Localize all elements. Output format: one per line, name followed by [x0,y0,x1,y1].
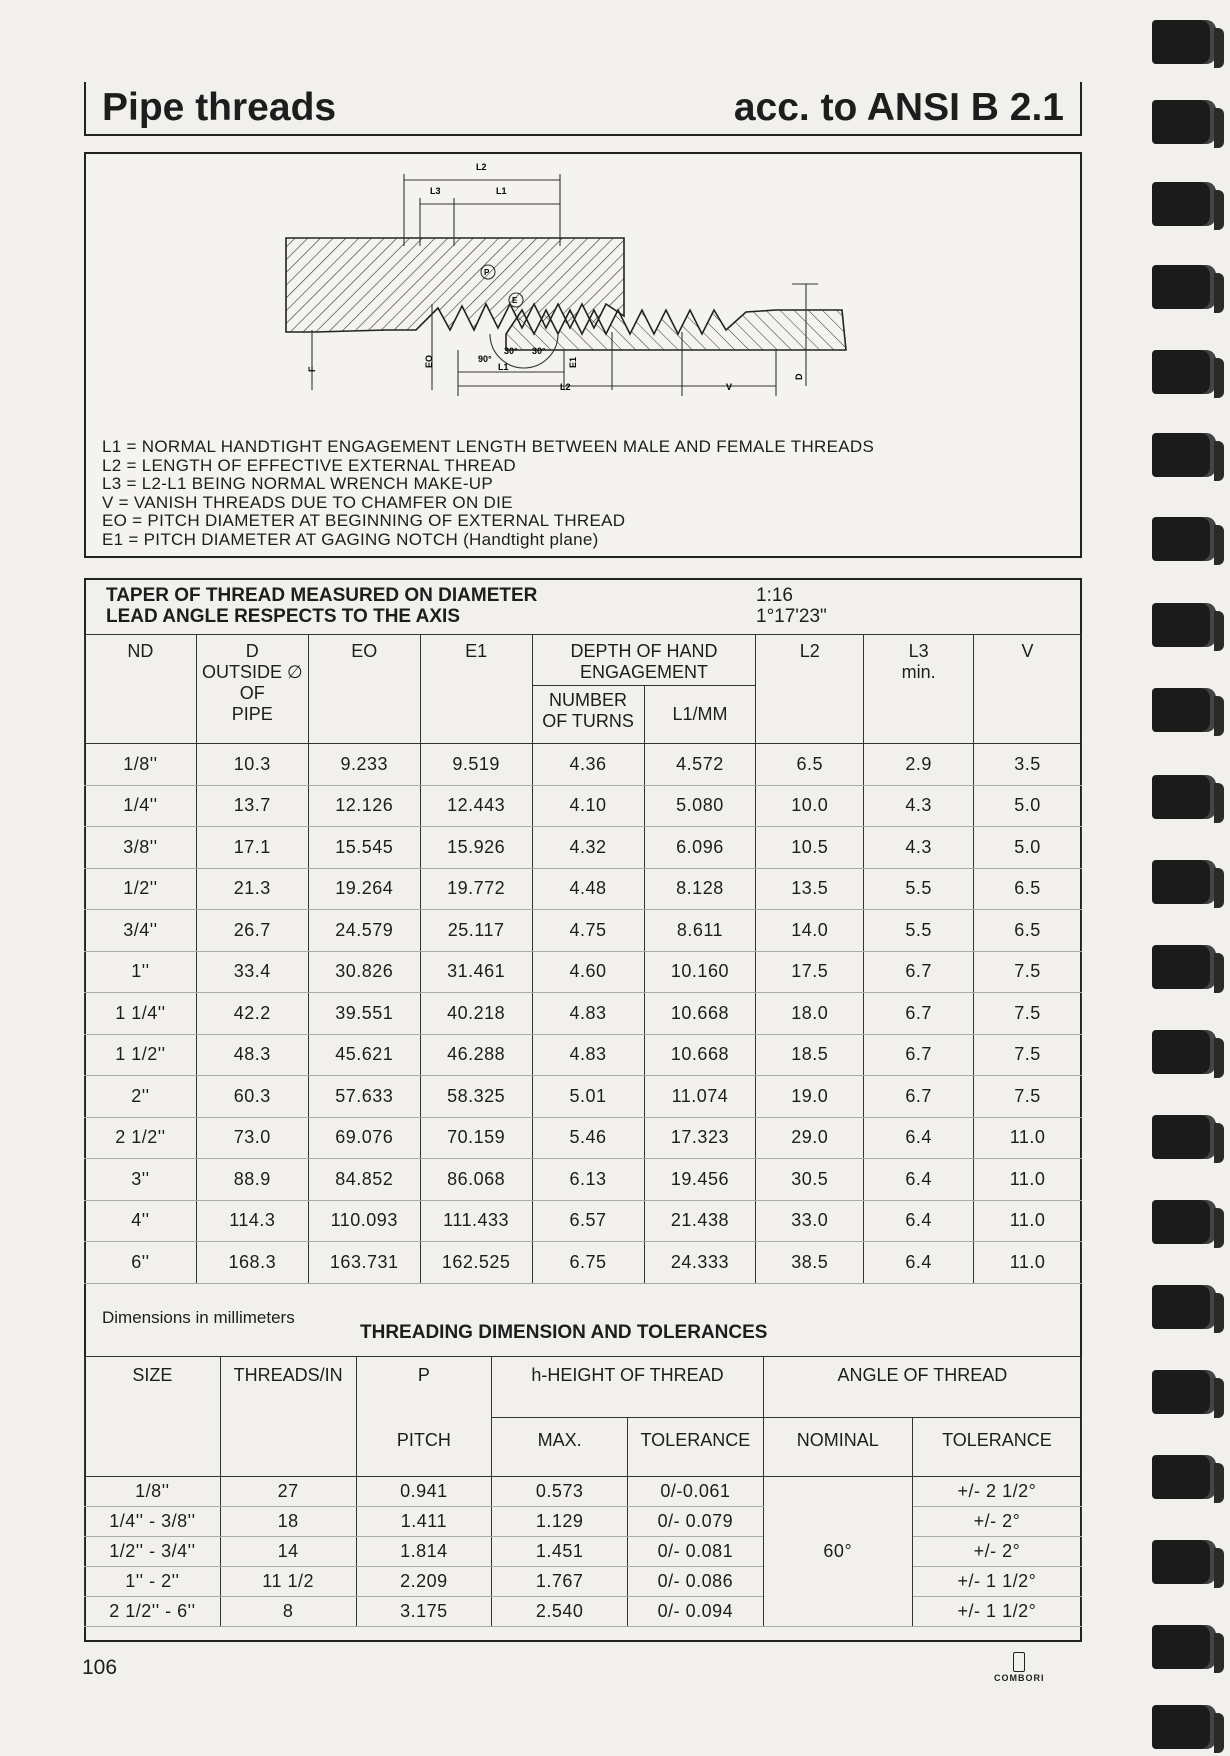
binding-ring [1152,1705,1216,1749]
header-l1-mm: L1/MM [644,686,756,744]
header-number-of-turns: NUMBER OF TURNS [532,686,644,744]
table-cell: 5.0 [974,827,1082,869]
table-cell: 88.9 [196,1159,308,1201]
table-cell: 10.0 [756,785,864,827]
table-cell: 4.83 [532,1034,644,1076]
label-e1: E1 [568,356,578,368]
table-cell: 11 1/2 [220,1567,356,1597]
table-cell: 5.5 [864,868,974,910]
table-cell: 18 [220,1507,356,1537]
table-cell: 1.451 [492,1537,628,1567]
table-cell: 11.0 [974,1159,1082,1201]
table-cell: 40.218 [420,993,532,1035]
header-max: MAX. [492,1418,628,1477]
table-cell: 10.668 [644,1034,756,1076]
table-cell: 1.814 [356,1537,492,1567]
table-cell: 17.5 [756,951,864,993]
table-cell: 1.767 [492,1567,628,1597]
table-row [85,1597,1082,1627]
taper-labels [106,585,537,627]
label-90: 90° [478,354,492,364]
binding-ring [1152,603,1216,647]
table-cell: 12.443 [420,785,532,827]
table-cell: 7.5 [974,1076,1082,1118]
header-size: SIZE [85,1357,221,1477]
table-cell: 4.83 [532,993,644,1035]
label-l3: L3 [430,186,441,196]
header-l2: L2 [756,635,864,744]
page-header [84,82,1082,136]
table-cell: 27 [220,1477,356,1507]
taper-value: 1:16 [756,585,793,606]
table-cell: 1'' - 2'' [85,1567,221,1597]
table-cell: 18.0 [756,993,864,1035]
brand-logo [994,1652,1045,1683]
table-cell: 57.633 [308,1076,420,1118]
table-cell: 2'' [85,1076,197,1118]
lead-angle-label: LEAD ANGLE RESPECTS TO THE AXIS [106,606,461,627]
table-cell: 6.096 [644,827,756,869]
units-note: Dimensions in millimeters [102,1308,295,1327]
table-cell: 0/-0.061 [628,1477,764,1507]
binding-ring [1152,688,1216,732]
binding-ring [1152,20,1216,64]
table-cell: 6.4 [864,1117,974,1159]
binding-ring [1152,1285,1216,1329]
table-cell: +/- 2° [912,1507,1081,1537]
label-l2-bottom: L2 [560,382,571,392]
table-row [85,910,1082,952]
threading-tolerances-body [85,1477,1082,1627]
table-cell: +/- 1 1/2° [912,1597,1081,1627]
table-cell: 70.159 [420,1117,532,1159]
table-cell: 42.2 [196,993,308,1035]
header-tolerance: TOLERANCE [628,1418,764,1477]
label-30-right: 30° [532,346,546,356]
header-angle-tolerance: TOLERANCE [912,1418,1081,1477]
header-l3: L3 min. [864,635,974,744]
binding-ring [1152,1200,1216,1244]
table-cell: 30.5 [756,1159,864,1201]
table-cell: 6.7 [864,1034,974,1076]
table-cell: 31.461 [420,951,532,993]
table-cell: 6.5 [974,910,1082,952]
binding-ring [1152,182,1216,226]
legend-item: L3 = L2-L1 BEING NORMAL WRENCH MAKE-UP [102,474,494,493]
table-cell: 5.46 [532,1117,644,1159]
header-height-of-thread: h-HEIGHT OF THREAD [492,1357,764,1418]
table-cell: 7.5 [974,1034,1082,1076]
binding-ring [1152,433,1216,477]
table-cell: 19.264 [308,868,420,910]
thread-profile-diagram [86,154,1080,434]
table-cell: 11.0 [974,1200,1082,1242]
spiral-binding [1140,0,1230,1756]
table-cell: 1.129 [492,1507,628,1537]
table-cell: 1/8'' [85,1477,221,1507]
table-cell: 21.438 [644,1200,756,1242]
table-cell: 11.074 [644,1076,756,1118]
table-cell: +/- 2° [912,1537,1081,1567]
table-cell: +/- 2 1/2° [912,1477,1081,1507]
table-cell: 3'' [85,1159,197,1201]
header-v: V [974,635,1082,744]
header-e1: E1 [420,635,532,744]
table-cell: 4.572 [644,744,756,786]
table-row [85,993,1082,1035]
page-title: Pipe threads [102,86,337,129]
table-cell: 14.0 [756,910,864,952]
table-cell: 6.13 [532,1159,644,1201]
table-cell: 1/8'' [85,744,197,786]
label-e: E [512,296,518,305]
table-cell: 1/2'' [85,868,197,910]
binding-ring [1152,1455,1216,1499]
label-l1-top: L1 [496,186,507,196]
table-cell: 6.4 [864,1242,974,1284]
legend-item: L2 = LENGTH OF EFFECTIVE EXTERNAL THREAD [102,455,516,475]
table-cell: 10.3 [196,744,308,786]
table-cell: 168.3 [196,1242,308,1284]
table-row [85,1076,1082,1118]
page-number: 106 [82,1656,118,1679]
binding-ring [1152,350,1216,394]
table-cell: 38.5 [756,1242,864,1284]
table-cell: 10.668 [644,993,756,1035]
header-p: P [356,1357,492,1418]
threading-tolerances-table [84,1356,1082,1627]
header-outside-diameter: D OUTSIDE ∅ OF PIPE [196,635,308,744]
table-cell: 33.0 [756,1200,864,1242]
table-cell: 6.4 [864,1200,974,1242]
table-cell: 5.5 [864,910,974,952]
table-cell: 14 [220,1537,356,1567]
table-cell: 60.3 [196,1076,308,1118]
table-cell: 13.5 [756,868,864,910]
table-cell: 3/8'' [85,827,197,869]
binding-ring [1152,265,1216,309]
brand-logo-icon [1013,1652,1025,1672]
table-cell: 1 1/2'' [85,1034,197,1076]
table-cell: 3.175 [356,1597,492,1627]
table-cell: 45.621 [308,1034,420,1076]
lead-angle-value: 1°17'23" [756,606,827,627]
table-cell: 0.573 [492,1477,628,1507]
table-cell: 2 1/2'' [85,1117,197,1159]
table-cell: 4.75 [532,910,644,952]
brand-logo-text: COMBORI [994,1673,1045,1683]
table-row [85,1034,1082,1076]
table-cell: 6.4 [864,1159,974,1201]
table-cell: 86.068 [420,1159,532,1201]
table-cell: 110.093 [308,1200,420,1242]
table-cell: 0/- 0.081 [628,1537,764,1567]
table-cell: 1/2'' - 3/4'' [85,1537,221,1567]
taper-values [756,585,827,627]
table-cell: 6.7 [864,951,974,993]
table-cell: 3/4'' [85,910,197,952]
table-cell: 10.5 [756,827,864,869]
pipe-dimensions-table [84,634,1082,1284]
table-cell: 17.1 [196,827,308,869]
table-cell: 4.3 [864,785,974,827]
table-cell: 15.545 [308,827,420,869]
pipe-dimensions-body [85,744,1082,1284]
table-row [85,744,1082,786]
table-cell: +/- 1 1/2° [912,1567,1081,1597]
label-l2-top: L2 [476,162,487,172]
standard-reference: acc. to ANSI B 2.1 [733,86,1064,129]
table-cell: 2 1/2'' - 6'' [85,1597,221,1627]
nominal-angle-cell: 60° [763,1477,912,1627]
table-cell: 24.333 [644,1242,756,1284]
table-cell: 1'' [85,951,197,993]
binding-ring [1152,1625,1216,1669]
tables-panel [84,578,1082,1642]
label-p: P [484,268,490,277]
table-cell: 6'' [85,1242,197,1284]
table-cell: 7.5 [974,951,1082,993]
table-cell: 6.5 [756,744,864,786]
table-row [85,868,1082,910]
table-cell: 30.826 [308,951,420,993]
table-cell: 2.540 [492,1597,628,1627]
threading-table-title: THREADING DIMENSION AND TOLERANCES [360,1322,768,1343]
legend-item: EO = PITCH DIAMETER AT BEGINNING OF EXTERNAL THREAD [102,511,626,530]
table-cell: 39.551 [308,993,420,1035]
table-cell: 163.731 [308,1242,420,1284]
table-cell: 4.32 [532,827,644,869]
table-cell: 7.5 [974,993,1082,1035]
table-cell: 162.525 [420,1242,532,1284]
table-cell: 8.611 [644,910,756,952]
table-cell: 1/4'' [85,785,197,827]
table-row [85,827,1082,869]
table-cell: 15.926 [420,827,532,869]
table-row [85,951,1082,993]
table-cell: 46.288 [420,1034,532,1076]
legend-item: E1 = PITCH DIAMETER AT GAGING NOTCH (Handtight plane) [102,529,599,549]
table-cell: 58.325 [420,1076,532,1118]
binding-ring [1152,775,1216,819]
binding-ring [1152,1540,1216,1584]
binding-ring [1152,1115,1216,1159]
header-angle-of-thread: ANGLE OF THREAD [763,1357,1081,1418]
table-cell: 5.01 [532,1076,644,1118]
header-nd: ND [85,635,197,744]
table-cell: 73.0 [196,1117,308,1159]
table-row [85,1537,1082,1567]
table-row [85,1159,1082,1201]
legend-item: V = VANISH THREADS DUE TO CHAMFER ON DIE [102,492,513,512]
header-eo: EO [308,635,420,744]
table-cell: 6.75 [532,1242,644,1284]
table-cell: 0/- 0.086 [628,1567,764,1597]
label-d: D [794,373,804,380]
table-cell: 4'' [85,1200,197,1242]
table-cell: 9.519 [420,744,532,786]
table-cell: 4.3 [864,827,974,869]
table-cell: 33.4 [196,951,308,993]
table-cell: 4.48 [532,868,644,910]
table-cell: 69.076 [308,1117,420,1159]
table-cell: 19.772 [420,868,532,910]
table-cell: 6.7 [864,993,974,1035]
binding-ring [1152,860,1216,904]
diagram-legend [102,438,874,549]
table-cell: 84.852 [308,1159,420,1201]
table-row [85,1477,1082,1507]
table-cell: 4.60 [532,951,644,993]
table-cell: 17.323 [644,1117,756,1159]
table-cell: 8 [220,1597,356,1627]
table-row [85,1507,1082,1537]
table-cell: 6.7 [864,1076,974,1118]
table-cell: 2.209 [356,1567,492,1597]
table-cell: 4.36 [532,744,644,786]
table-row [85,1200,1082,1242]
thread-diagram-panel [84,152,1082,558]
label-30-left: 30° [504,346,518,356]
table-cell: 18.5 [756,1034,864,1076]
table-row [85,1117,1082,1159]
binding-ring [1152,1370,1216,1414]
table-row [85,785,1082,827]
label-f: F [307,366,317,372]
table-cell: 9.233 [308,744,420,786]
table-cell: 5.0 [974,785,1082,827]
table-cell: 24.579 [308,910,420,952]
table-cell: 1.411 [356,1507,492,1537]
binding-ring [1152,945,1216,989]
table-cell: 1 1/4'' [85,993,197,1035]
table-cell: 48.3 [196,1034,308,1076]
header-threads-per-inch: THREADS/IN [220,1357,356,1477]
label-l1-bottom: L1 [498,362,509,372]
table-cell: 19.456 [644,1159,756,1201]
table-row [85,1242,1082,1284]
table-cell: 8.128 [644,868,756,910]
taper-label: TAPER OF THREAD MEASURED ON DIAMETER [106,585,538,606]
header-pitch: PITCH [356,1418,492,1477]
table-cell: 4.10 [532,785,644,827]
label-eo: EO [424,354,434,368]
table-cell: 11.0 [974,1117,1082,1159]
table-cell: 3.5 [974,744,1082,786]
table-cell: 0/- 0.094 [628,1597,764,1627]
table-cell: 5.080 [644,785,756,827]
table-cell: 19.0 [756,1076,864,1118]
table-cell: 26.7 [196,910,308,952]
table-cell: 111.433 [420,1200,532,1242]
table-cell: 0.941 [356,1477,492,1507]
binding-ring [1152,517,1216,561]
table-cell: 1/4'' - 3/8'' [85,1507,221,1537]
header-nominal: NOMINAL [763,1418,912,1477]
table-cell: 21.3 [196,868,308,910]
table-cell: 6.5 [974,868,1082,910]
table-cell: 6.57 [532,1200,644,1242]
table-cell: 10.160 [644,951,756,993]
table-cell: 2.9 [864,744,974,786]
table-cell: 114.3 [196,1200,308,1242]
table-cell: 25.117 [420,910,532,952]
table-cell: 29.0 [756,1117,864,1159]
header-depth-engagement: DEPTH OF HAND ENGAGEMENT [532,635,756,686]
binding-ring [1152,1030,1216,1074]
binding-ring [1152,100,1216,144]
table-cell: 13.7 [196,785,308,827]
table-cell: 12.126 [308,785,420,827]
legend-item: L1 = NORMAL HANDTIGHT ENGAGEMENT LENGTH BETWEEN MALE AND FEMALE THREADS [102,437,875,456]
table-row [85,1567,1082,1597]
table-cell: 11.0 [974,1242,1082,1284]
label-v: V [726,382,733,392]
table-cell: 0/- 0.079 [628,1507,764,1537]
